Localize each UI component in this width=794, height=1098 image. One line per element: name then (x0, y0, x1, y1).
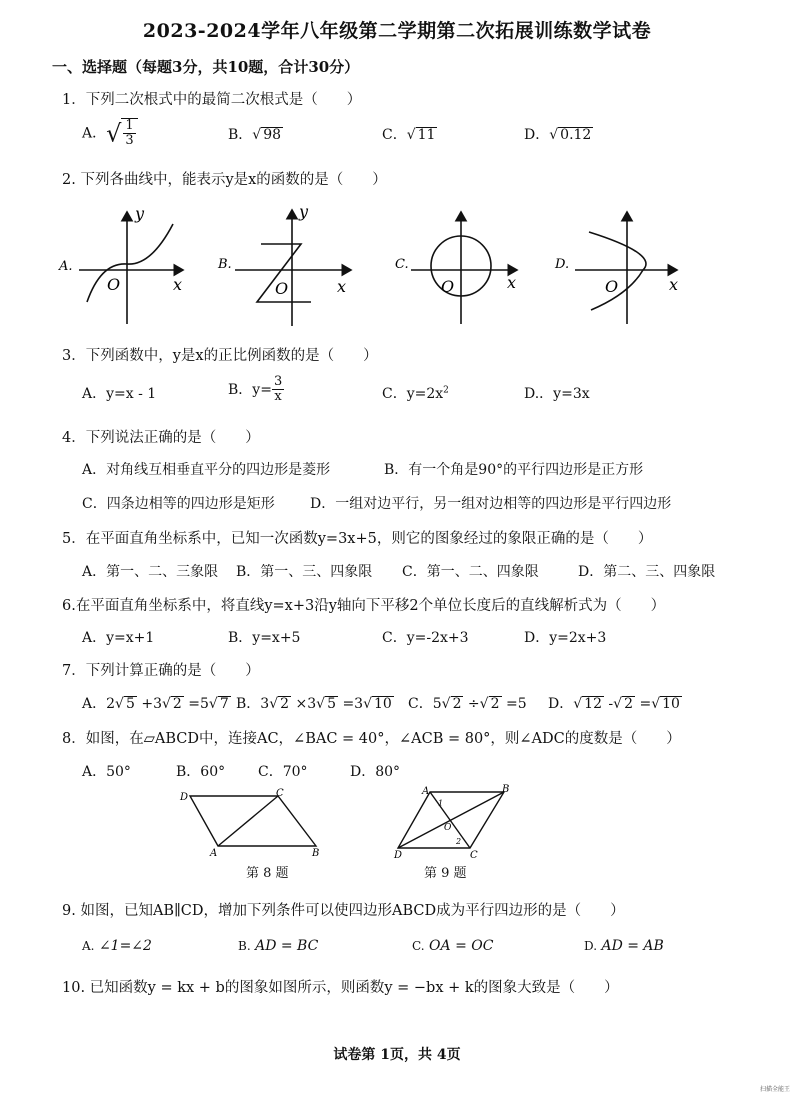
q9-option-b: B. AD = BC (238, 938, 319, 954)
scanner-watermark: 扫描全能王 (760, 1086, 791, 1093)
question-9-stem: 9. 如图，已知AB∥CD，增加下列条件可以使四边形ABCD成为平行四边形的是（ ） (62, 903, 625, 919)
question-4-stem: 4．下列说法正确的是（ ） (62, 430, 260, 446)
svg-text:x: x (507, 273, 517, 292)
q1-option-a: A．√ $\frac{1}{3}$ (82, 118, 138, 149)
svg-text:A: A (210, 848, 218, 858)
q9-option-d: D. AD = AB (584, 938, 664, 954)
q1-option-d: D．√ 0.12 (524, 127, 592, 143)
q8-option-a: A．50° (82, 764, 131, 780)
svg-text:B: B (312, 848, 320, 858)
page-title: 2023-2024学年八年级第二学期第二次拓展训练数学试卷 (142, 20, 652, 42)
figure-8 (176, 786, 326, 858)
q2-graph-c (395, 212, 517, 324)
figure-9-caption: 第 9 题 (424, 866, 467, 881)
svg-text:x: x (669, 275, 679, 294)
svg-text:1: 1 (438, 799, 444, 808)
question-7-stem: 7．下列计算正确的是（ ） (62, 663, 260, 679)
svg-text:A: A (422, 786, 430, 797)
q7-option-c: C．5√ 2 ÷√ 2 =5 (408, 696, 527, 712)
svg-text:D: D (394, 850, 403, 860)
q5-option-c: C．第一、二、四象限 (402, 564, 539, 580)
q2-label-d: D. (555, 257, 570, 272)
q5-option-b: B．第一、三、四象限 (236, 564, 373, 580)
svg-text:x: x (337, 277, 347, 296)
q2-graph-b (217, 202, 351, 326)
svg-text:D: D (180, 792, 189, 803)
page-footer: 试卷第 1页，共 4页 (333, 1047, 461, 1063)
q7-option-d: D．√ 12 -√ 2 =√ 10 (548, 696, 680, 712)
question-5-stem: 5．在平面直角坐标系中，已知一次函数y=3x+5，则它的图象经过的象限正确的是（ ） (62, 531, 653, 547)
q6-option-d: D．y=2x+3 (524, 630, 607, 646)
svg-text:C: C (276, 788, 284, 799)
figure-9 (392, 784, 516, 860)
svg-text:y: y (299, 202, 309, 221)
q5-option-a: A．第一、二、三象限 (82, 564, 219, 580)
svg-text:O: O (107, 275, 121, 294)
question-2-stem: 2. 下列各曲线中，能表示y是x的函数的是（ ） (62, 172, 387, 188)
svg-text:O: O (275, 279, 289, 298)
q2-label-a: A. (59, 259, 73, 274)
q1-option-b: B．√ 98 (228, 127, 282, 143)
q6-option-a: A．y=x+1 (82, 630, 155, 646)
q4-option-b: B．有一个角是90°的平行四边形是正方形 (384, 462, 644, 478)
svg-text:O: O (605, 277, 619, 296)
svg-text:O: O (441, 277, 455, 296)
q2-graph-d (554, 212, 678, 324)
q1-option-c: C．√ 11 (382, 127, 436, 143)
svg-text:x: x (173, 275, 183, 294)
svg-text:B: B (502, 784, 510, 795)
svg-text:y: y (135, 204, 145, 223)
q4-option-c: C．四条边相等的四边形是矩形 (82, 496, 275, 512)
q4-option-d: D．一组对边平行，另一组对边相等的四边形是平行四边形 (310, 496, 672, 512)
question-3-stem: 3．下列函数中，y是x的正比例函数的是（ ） (62, 348, 378, 364)
q7-option-b: B．3√ 2 ×3√ 5 =3√ 10 (236, 696, 392, 712)
q8-option-c: C．70° (258, 764, 308, 780)
question-8-stem: 8．如图，在▱ABCD中，连接AC，∠BAC = 40°，∠ACB = 80°，则∠ADC的度数是（ ） (62, 731, 681, 747)
svg-text:O: O (444, 823, 452, 833)
q4-option-a: A．对角线互相垂直平分的四边形是菱形 (82, 462, 331, 478)
q8-option-b: B．60° (176, 764, 226, 780)
q3-option-a: A．y=x - 1 (82, 386, 157, 402)
q2-graphs (55, 202, 775, 330)
q9-option-c: C. OA = OC (412, 938, 494, 954)
q2-label-c: C. (395, 257, 409, 272)
section-heading: 一、选择题（每题3分，共10题，合计30分） (52, 58, 360, 76)
q2-graph-a (58, 204, 183, 324)
q8-option-d: D．80° (350, 764, 401, 780)
q6-option-b: B．y=x+5 (228, 630, 301, 646)
figure-8-caption: 第 8 题 (246, 866, 289, 881)
question-1-stem: 1．下列二次根式中的最简二次根式是（ ） (62, 92, 362, 108)
question-6-stem: 6.在平面直角坐标系中，将直线y=x+3沿y轴向下平移2个单位长度后的直线解析式为（ ） (62, 598, 666, 614)
svg-text:C: C (470, 850, 478, 860)
q3-option-c: C．$y=2x^2$ (382, 385, 449, 402)
q6-option-c: C．y=-2x+3 (382, 630, 469, 646)
q7-option-a: A．2√ 5 +3√ 2 =5√ 7 (82, 696, 229, 712)
q5-option-d: D．第二、三、四象限 (578, 564, 716, 580)
q2-label-b: B. (218, 257, 232, 272)
svg-text:2: 2 (456, 837, 462, 846)
q3-option-b: B．y= $\frac{3}{x}$ (228, 374, 283, 405)
q3-option-d: D.．y=3x (524, 386, 590, 402)
question-10-stem: 10. 已知函数y = kx + b的图象如图所示，则函数y = −bx + k的图象大致是（ ） (62, 980, 619, 996)
q9-option-a: A. ∠1=∠2 (82, 938, 152, 954)
